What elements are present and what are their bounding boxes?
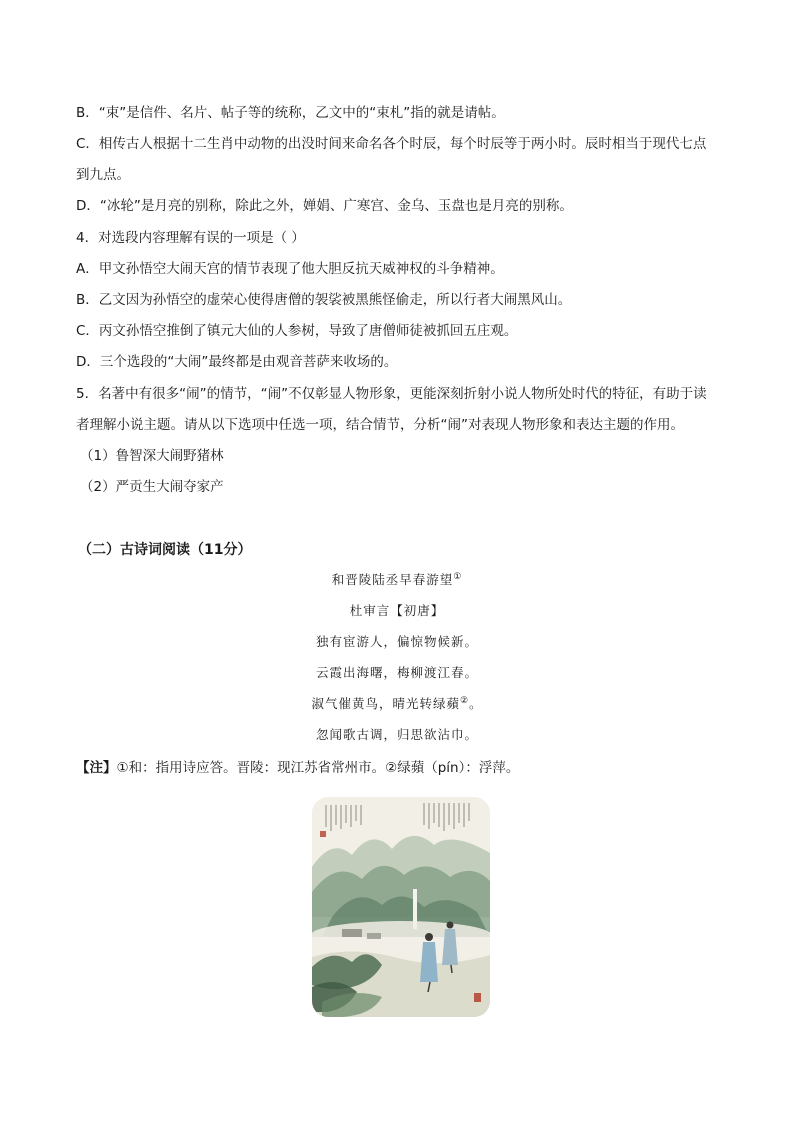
landscape-painting <box>312 797 490 1017</box>
q4-option-b: B．乙文因为孙悟空的虚荣心使得唐僧的袈裟被黑熊怪偷走，所以行者大闹黑风山。 <box>76 292 572 308</box>
poem-line-3 <box>0 695 794 713</box>
q3-option-d: D．“冰轮”是月亮的别称，除此之外，婵娟、广寒宫、金乌、玉盘也是月亮的别称。 <box>76 198 573 214</box>
q5-stem-line1: 5．名著中有很多“闹”的情节，“闹”不仅彰显人物形象，更能深刻折射小说人物所处时代的特征，有助于读 <box>76 386 707 402</box>
note-text: ①和：指用诗应答。晋陵：现江苏省常州市。②绿蘋（pín）：浮萍。 <box>116 760 520 776</box>
poem-note <box>76 758 726 778</box>
q5-stem-line2: 者理解小说主题。请从以下选项中任选一项，结合情节，分析“闹”对表现人物形象和表达主题的作用。 <box>76 417 684 433</box>
q4-option-a: A．甲文孙悟空大闹天宫的情节表现了他大胆反抗天威神权的斗争精神。 <box>76 261 504 277</box>
q4-stem: 4．对选段内容理解有误的一项是（ ） <box>76 230 305 246</box>
poem-line-4: 忽闻歌古调，归思欲沾巾。 <box>315 727 478 742</box>
poem-line-3-text: 淑气催黄鸟，晴光转绿蘋 <box>311 696 460 711</box>
q5-option-1: （1）鲁智深大闹野猪林 <box>80 448 224 464</box>
poem-line-3-footnote-mark: ② <box>459 695 470 706</box>
poem-title-footnote-mark: ① <box>453 571 463 582</box>
q3-option-c-line2: 到九点。 <box>76 167 130 183</box>
section-heading: （二）古诗词阅读（11分） <box>78 542 252 558</box>
poem-line-2: 云霞出海曙，梅柳渡江春。 <box>315 665 478 680</box>
poem-title <box>0 571 794 589</box>
poem-title-text: 和晋陵陆丞早春游望 <box>331 572 454 587</box>
poem-author: 杜审言【初唐】 <box>349 603 445 618</box>
q3-option-c-line1: C．相传古人根据十二生肖中动物的出没时间来命名各个时辰，每个时辰等于两小时。辰时相当于现代七点 <box>76 136 707 152</box>
q4-option-c: C．丙文孙悟空推倒了镇元大仙的人参树，导致了唐僧师徒被抓回五庄观。 <box>76 323 518 339</box>
q4-option-d: D．三个选段的“大闹”最终都是由观音菩萨来收场的。 <box>76 354 398 370</box>
q5-option-2: （2）严贡生大闹夺家产 <box>80 479 224 495</box>
q3-option-b: B．“束”是信件、名片、帖子等的统称，乙文中的“束札”指的就是请帖。 <box>76 105 505 121</box>
poem-line-1: 独有宦游人，偏惊物候新。 <box>315 634 478 649</box>
note-label: 【注】 <box>76 760 117 776</box>
landscape-painting-illustration <box>312 797 490 1017</box>
poem-line-3-end: 。 <box>469 696 483 711</box>
